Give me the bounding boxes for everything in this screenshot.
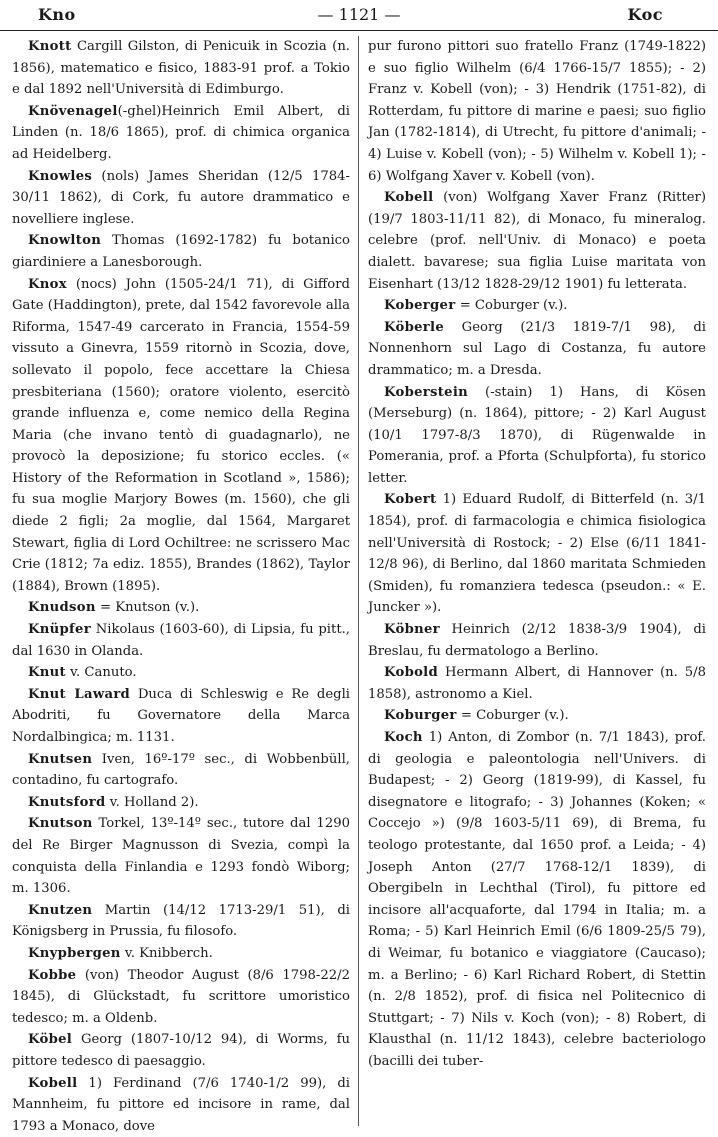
entry-headword: Knott <box>28 39 72 54</box>
entry-text: = Knutson (v.). <box>96 600 200 615</box>
entry-headword: Koburger <box>384 708 457 723</box>
entry-headword: Knutsford <box>28 795 106 810</box>
dictionary-entry <box>368 382 706 490</box>
dictionary-entry <box>12 1073 350 1137</box>
dictionary-entry <box>12 274 350 598</box>
dictionary-entry <box>12 943 350 965</box>
entry-headword: Koberger <box>384 298 456 313</box>
entry-text: Martin (14/12 1713-29/1 51), di Königsberg in Prussia, fu filosofo. <box>12 903 350 940</box>
entry-text: (nols) James Sheridan (12/5 1784-30/11 1862), di Cork, fu autore drammatico e novelliere inglese. <box>12 169 350 227</box>
entry-headword: Knövenagel <box>28 104 118 119</box>
dictionary-entry <box>12 619 350 662</box>
dictionary-entry <box>12 230 350 273</box>
entry-headword: Knox <box>28 277 67 292</box>
entry-text: 1) Eduard Rudolf, di Bitterfeld (n. 3/1 1854), prof. di farmacologia e chimica fisiologica nell'Università di Rostock; - 2) Else (6/11 1841-12/8 96), di Berlino, dal 1860 maritata Schmieden (Smiden), fu romanziera tedesca (pseudon.: « E. Juncker »). <box>368 492 706 615</box>
entry-text: 1) Ferdinand (7/6 1740-1/2 99), di Mannheim, fu pittore ed incisore in rame, dal 1793 a Monaco, dove <box>12 1076 350 1134</box>
entry-headword: Knut Laward <box>28 687 130 702</box>
dictionary-entry <box>368 727 706 1073</box>
entry-text: v. Canuto. <box>66 665 137 680</box>
dictionary-entry <box>12 792 350 814</box>
entry-text: = Coburger (v.). <box>456 298 568 313</box>
entry-text: = Coburger (v.). <box>457 708 569 723</box>
entry-headword: Knowles <box>28 169 92 184</box>
dictionary-entry <box>368 295 706 317</box>
entry-headword: Köberle <box>384 320 444 335</box>
entry-headword: Koberstein <box>384 385 468 400</box>
dictionary-entry <box>12 684 350 749</box>
entry-headword: Knutson <box>28 816 93 831</box>
dictionary-entry <box>12 749 350 792</box>
page-header <box>0 2 718 31</box>
dictionary-entry <box>368 489 706 619</box>
entry-headword: Kobold <box>384 665 438 680</box>
entry-text: pur furono pittori suo fratello Franz (1749-1822) e suo figlio Wilhelm (6/4 1766-15/7 1855); - 2) Franz v. Kobell (von); - 3) Hendrik (1751-82), di Rotterdam, fu pittore di marine e paesi; suo figlio Jan (1782-1814), di Utrecht, fu pittore d'animali; - 4) Luise v. Kobell (von); - 5) Wilhelm v. Kobell 1); - 6) Wolfgang Xaver v. Kobell (von). <box>368 39 706 184</box>
entry-text: (nocs) John (1505-24/1 71), di Gifford Gate (Haddington), prete, dal 1542 favorevole alla Riforma, 1547-49 carcerato in Francia, 1554-59 vissuto a Ginevra, 1559 ritornò in Scozia, dove, sollevato il popolo, fece accettare la Chiesa presbiteriana (1560); oratore violento, esercitò grande influenza e, come nemico della Regina Maria (che invano tentò di guadagnarlo), ne provocò la deposizione; fu storico eccles. (« History of the Reformation in Scotland », 1586); fu sua moglie Marjory Bowes (m. 1560), che gli diede 2 figli; 2a moglie, dal 1564, Margaret Stewart, figlia di Lord Ochiltree: ne scrissero Mac Crie (1812; 7a ediz. 1855), Brandes (1862), Taylor (1884), Brown (1895). <box>12 277 350 594</box>
entry-headword: Kobbe <box>28 968 76 983</box>
entry-headword: Kobell <box>384 190 433 205</box>
entry-text: Thomas (1692-1782) fu botanico giardiniere a Lanesborough. <box>12 233 350 270</box>
header-left-guideword: Kno <box>38 5 76 24</box>
dictionary-entry <box>368 36 706 187</box>
dictionary-entry <box>368 662 706 705</box>
left-column <box>12 36 350 1137</box>
entry-headword: Kobell <box>28 1076 77 1091</box>
entry-text: Duca di Schleswig e Re degli Abodriti, fu Governatore della Marca Nordalbingica; m. 1131. <box>12 687 350 745</box>
entry-text: (-stain) 1) Hans, di Kösen (Merseburg) (n. 1864), pittore; - 2) Karl August (10/1 1797-8/3 1870), di Rügenwalde in Pomerania, prof. a Pforta (Schulpforta), fu storico letter. <box>368 385 706 486</box>
entry-text: Georg (1807-10/12 94), di Worms, fu pittore tedesco di paesaggio. <box>12 1032 350 1069</box>
entry-headword: Knypbergen <box>28 946 121 961</box>
dictionary-entry <box>12 166 350 231</box>
entry-text: v. Holland 2). <box>106 795 199 810</box>
entry-text: (-ghel)Heinrich Emil Albert, di Linden (n. 18/6 1865), prof. di chimica organica ad Heidelberg. <box>12 104 350 162</box>
entry-text: Hermann Albert, di Hannover (n. 5/8 1858), astronomo a Kiel. <box>368 665 706 702</box>
entry-text: Nikolaus (1603-60), di Lipsia, fu pitt., dal 1630 in Olanda. <box>12 622 350 659</box>
header-right-guideword: Koc <box>628 5 663 24</box>
entry-headword: Köbel <box>28 1032 72 1047</box>
entry-text: (von) Wolfgang Xaver Franz (Ritter) (19/7 1803-11/11 82), di Monaco, fu mineralog. celebre (prof. nell'Univ. di Monaco) e poeta dialett. bavarese; sua figlia Luise maritata von Eisenhart (13/12 1828-29/12 1901) fu letterata. <box>368 190 706 291</box>
entry-text: 1) Anton, di Zombor (n. 7/1 1843), prof. di geologia e paleontologia nell'Univers. di Budapest; - 2) Georg (1819-99), di Kassel, fu disegnatore e litografo; - 3) Johannes (Koken; « Coccejo ») (9/8 1603-5/11 69), di Brema, fu teologo protestante, dal 1650 prof. a Leida; - 4) Joseph Anton (27/7 1768-12/1 1839), di Obergibeln in Lechthal (Tirol), fu pittore ed incisore all'acquaforte, dal 1794 in Italia; m. a Roma; - 5) Karl Heinrich Emil (6/6 1809-25/5 79), di Weimar, fu botanico e viaggiatore (Caucaso); m. a Berlino; - 6) Karl Richard Robert, di Stettin (n. 2/8 1852), prof. di fisica nel Politecnico di Stuttgart; - 7) Nils v. Koch (von); - 8) Robert, di Klausthal (n. 11/12 1843), celebre bacteriologo (bacilli dei tuber- <box>368 730 706 1069</box>
dictionary-entry <box>368 619 706 662</box>
entry-headword: Knowlton <box>28 233 101 248</box>
dictionary-entry <box>12 965 350 1030</box>
entry-text: Cargill Gilston, di Penicuik in Scozia (n. 1856), matematico e fisico, 1883-91 prof. a Tokio e dal 1892 nell'Università di Edimburgo. <box>12 39 350 97</box>
entry-headword: Knüpfer <box>28 622 91 637</box>
entry-text: Heinrich (2/12 1838-3/9 1904), di Breslau, fu dermatologo a Berlino. <box>368 622 706 659</box>
entry-text: Georg (21/3 1819-7/1 98), di Nonnenhorn sul Lago di Costanza, fu autore drammatico; m. a Dresda. <box>368 320 706 378</box>
dictionary-entry <box>12 662 350 684</box>
entry-headword: Kobert <box>384 492 436 507</box>
entry-headword: Knudson <box>28 600 96 615</box>
dictionary-entry <box>12 101 350 166</box>
entry-headword: Köbner <box>384 622 440 637</box>
dictionary-entry <box>12 1029 350 1072</box>
dictionary-entry <box>368 705 706 727</box>
entry-headword: Knut <box>28 665 66 680</box>
dictionary-entry <box>12 36 350 101</box>
page-number: — 1121 — <box>0 5 718 24</box>
entry-text: v. Knibberch. <box>121 946 213 961</box>
right-column <box>368 36 706 1073</box>
column-divider <box>358 36 359 1126</box>
entry-text: Iven, 16º-17º sec., di Wobbenbüll, contadino, fu cartografo. <box>12 752 350 789</box>
entry-headword: Koch <box>384 730 423 745</box>
entry-text: (von) Theodor August (8/6 1798-22/2 1845), di Glückstadt, fu scrittore umoristico tedesco; m. a Oldenb. <box>12 968 350 1026</box>
dictionary-entry <box>12 813 350 899</box>
entry-headword: Knutzen <box>28 903 92 918</box>
dictionary-entry <box>368 317 706 382</box>
entry-text: Torkel, 13º-14º sec., tutore dal 1290 del Re Birger Magnusson di Svezia, compì la conquista della Finlandia e 1293 fondò Wiborg; m. 1306. <box>12 816 350 896</box>
dictionary-entry <box>12 597 350 619</box>
dictionary-entry <box>12 900 350 943</box>
dictionary-entry <box>368 187 706 295</box>
entry-headword: Knutsen <box>28 752 92 767</box>
